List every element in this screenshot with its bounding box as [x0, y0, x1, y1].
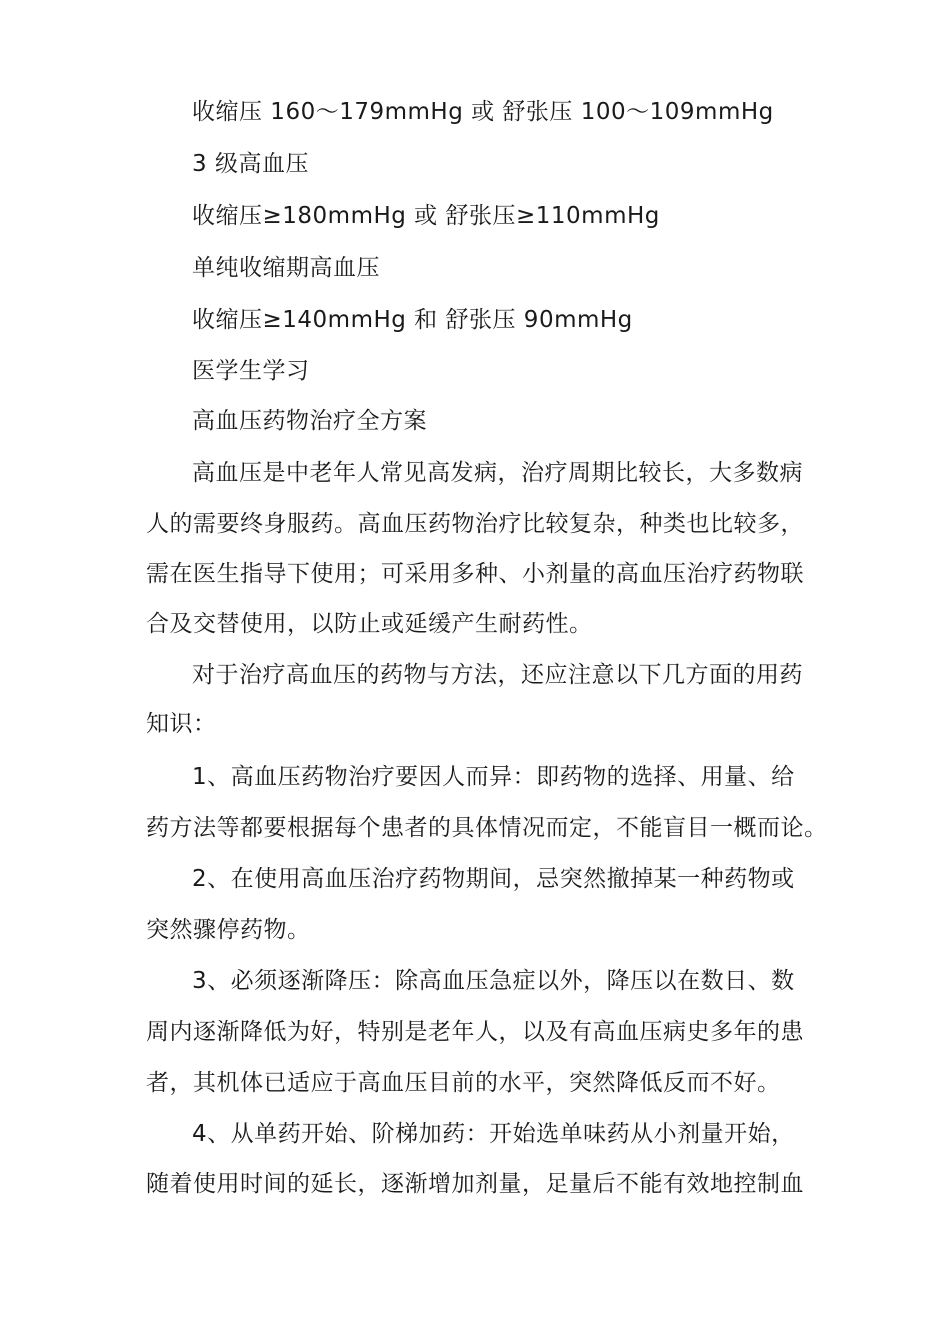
paragraph-line: 合及交替使用，以防止或延缓产生耐药性。 — [146, 611, 593, 637]
text-line: 医学生学习 — [192, 358, 310, 384]
paragraph-line: 3、必须逐渐降压：除高血压急症以外，降压以在数日、数 — [192, 968, 795, 994]
text-line: 单纯收缩期高血压 — [192, 255, 380, 281]
text-line: 3 级高血压 — [192, 151, 309, 177]
paragraph-line: 人的需要终身服药。高血压药物治疗比较复杂，种类也比较多， — [146, 511, 804, 537]
paragraph-line: 1、高血压药物治疗要因人而异：即药物的选择、用量、给 — [192, 764, 795, 790]
paragraph-line: 知识： — [146, 711, 217, 737]
paragraph-line: 2、在使用高血压治疗药物期间，忌突然撤掉某一种药物或 — [192, 866, 795, 892]
text-line: 收缩压≥140mmHg 和 舒张压 90mmHg — [192, 307, 633, 333]
paragraph-line: 药方法等都要根据每个患者的具体情况而定，不能盲目一概而论。 — [146, 815, 828, 841]
paragraph-line: 随着使用时间的延长，逐渐增加剂量，足量后不能有效地控制血 — [146, 1171, 804, 1197]
paragraph-line: 4、从单药开始、阶梯加药：开始选单味药从小剂量开始， — [192, 1121, 795, 1147]
paragraph-line: 周内逐渐降低为好，特别是老年人，以及有高血压病史多年的患 — [146, 1019, 804, 1045]
paragraph-line: 者，其机体已适应于高血压目前的水平，突然降低反而不好。 — [146, 1070, 781, 1096]
text-line: 高血压药物治疗全方案 — [192, 408, 427, 434]
paragraph-line: 突然骤停药物。 — [146, 917, 311, 943]
paragraph-line: 对于治疗高血压的药物与方法，还应注意以下几方面的用药 — [192, 662, 803, 688]
text-line: 收缩压≥180mmHg 或 舒张压≥110mmHg — [192, 203, 660, 229]
paragraph-line: 高血压是中老年人常见高发病，治疗周期比较长，大多数病 — [192, 460, 803, 486]
text-line: 收缩压 160～179mmHg 或 舒张压 100～109mmHg — [192, 99, 774, 125]
paragraph-line: 需在医生指导下使用；可采用多种、小剂量的高血压治疗药物联 — [146, 561, 804, 587]
